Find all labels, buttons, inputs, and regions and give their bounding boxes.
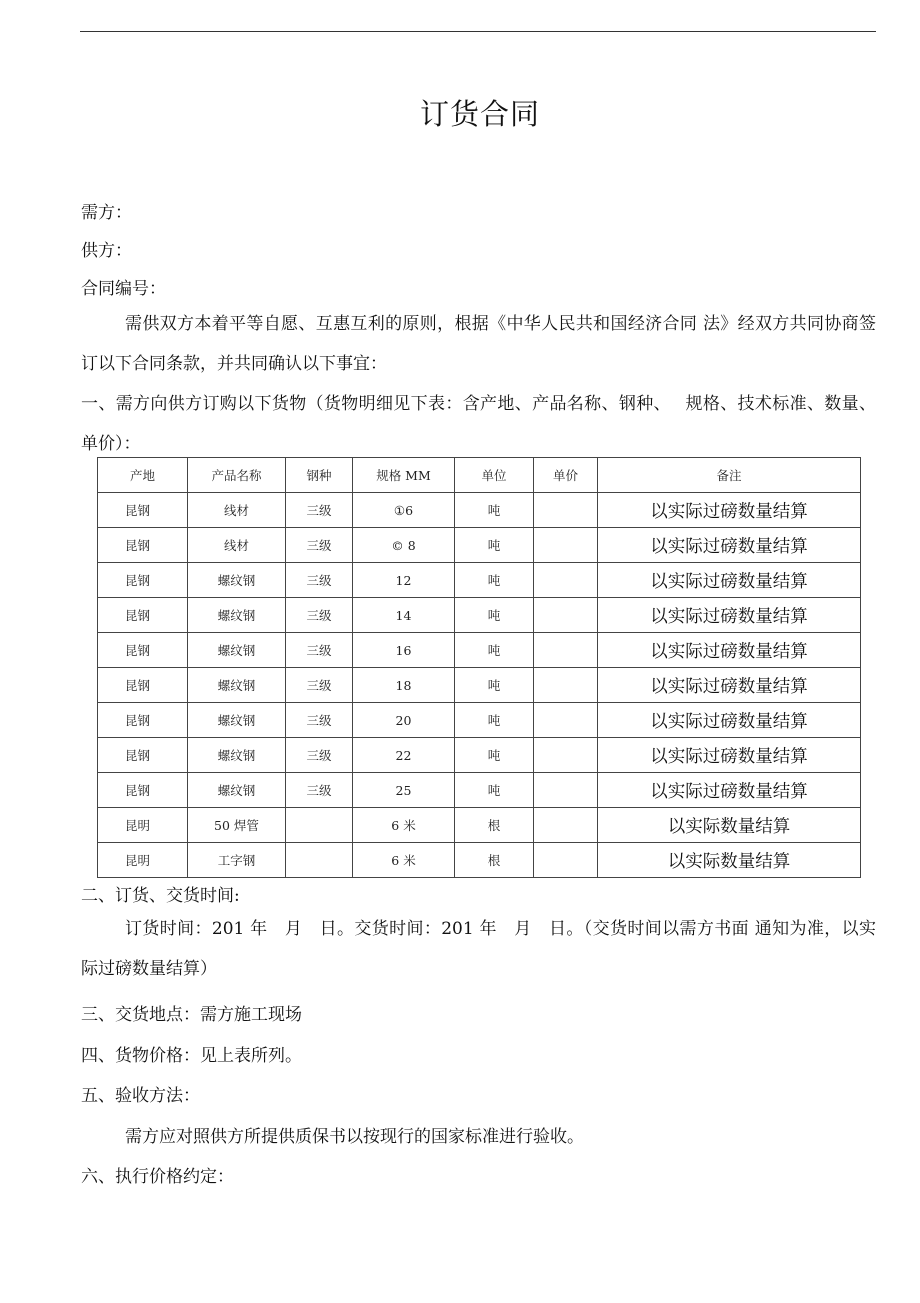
table-row bbox=[98, 773, 861, 808]
cell-product: 工字钢 bbox=[188, 843, 286, 878]
cell-price bbox=[534, 528, 598, 563]
cell-spec: 14 bbox=[353, 598, 455, 633]
cell-spec: 18 bbox=[353, 668, 455, 703]
cell-remark: 以实际过磅数量结算 bbox=[598, 493, 861, 528]
cell-origin: 昆钢 bbox=[98, 668, 188, 703]
cell-unit: 吨 bbox=[455, 493, 534, 528]
cell-unit: 吨 bbox=[455, 598, 534, 633]
clause-5-text: 需方应对照供方所提供质保书以按现行的国家标准进行验收。 bbox=[125, 1127, 584, 1147]
cell-price bbox=[534, 843, 598, 878]
table-header-row bbox=[98, 458, 861, 493]
cell-steel-grade bbox=[286, 808, 353, 843]
cell-product: 螺纹钢 bbox=[188, 598, 286, 633]
cell-origin: 昆钢 bbox=[98, 563, 188, 598]
clause-1: 一、需方向供方订购以下货物（货物明细见下表：含产地、产品名称、钢种、 规格、技术标准、数量、单价）： bbox=[81, 394, 876, 454]
cell-unit: 吨 bbox=[455, 563, 534, 598]
cell-unit: 吨 bbox=[455, 703, 534, 738]
cell-product: 线材 bbox=[188, 493, 286, 528]
cell-remark: 以实际过磅数量结算 bbox=[598, 773, 861, 808]
cell-remark: 以实际过磅数量结算 bbox=[598, 633, 861, 668]
clause-6: 六、执行价格约定： bbox=[81, 1167, 234, 1187]
cell-price bbox=[534, 563, 598, 598]
table-row bbox=[98, 668, 861, 703]
document-title: 订货合同 bbox=[419, 97, 540, 131]
cell-spec: 25 bbox=[353, 773, 455, 808]
cell-steel-grade: 三级 bbox=[286, 773, 353, 808]
cell-remark: 以实际数量结算 bbox=[598, 808, 861, 843]
header-spec: 规格 MM bbox=[353, 458, 455, 493]
cell-product: 螺纹钢 bbox=[188, 563, 286, 598]
cell-steel-grade: 三级 bbox=[286, 598, 353, 633]
header-origin: 产地 bbox=[98, 458, 188, 493]
cell-steel-grade bbox=[286, 843, 353, 878]
cell-steel-grade: 三级 bbox=[286, 703, 353, 738]
cell-price bbox=[534, 493, 598, 528]
table-row bbox=[98, 633, 861, 668]
cell-spec: 22 bbox=[353, 738, 455, 773]
cell-remark: 以实际过磅数量结算 bbox=[598, 598, 861, 633]
header-remark: 备注 bbox=[598, 458, 861, 493]
intro-paragraph: 需供双方本着平等自愿、互惠互利的原则，根据《中华人民共和国经济合同 法》经双方共同协商签订以下合同条款，并共同确认以下事宜： bbox=[81, 314, 876, 374]
cell-price bbox=[534, 668, 598, 703]
cell-unit: 吨 bbox=[455, 773, 534, 808]
cell-remark: 以实际过磅数量结算 bbox=[598, 668, 861, 703]
header-product: 产品名称 bbox=[188, 458, 286, 493]
cell-spec: 6 米 bbox=[353, 808, 455, 843]
header-price: 单价 bbox=[534, 458, 598, 493]
table-row bbox=[98, 738, 861, 773]
cell-origin: 昆钢 bbox=[98, 598, 188, 633]
table-row bbox=[98, 843, 861, 878]
cell-origin: 昆钢 bbox=[98, 738, 188, 773]
cell-price bbox=[534, 703, 598, 738]
cell-remark: 以实际过磅数量结算 bbox=[598, 703, 861, 738]
cell-steel-grade: 三级 bbox=[286, 633, 353, 668]
clause-2-text: 订货时间：201 年 月 日。交货时间：201 年 月 日。（交货时间以需方书面 通知为准，以实际过磅数量结算） bbox=[81, 919, 876, 979]
cell-origin: 昆明 bbox=[98, 843, 188, 878]
goods-table bbox=[97, 457, 861, 878]
cell-unit: 吨 bbox=[455, 633, 534, 668]
cell-remark: 以实际过磅数量结算 bbox=[598, 738, 861, 773]
cell-remark: 以实际数量结算 bbox=[598, 843, 861, 878]
cell-price bbox=[534, 773, 598, 808]
cell-origin: 昆明 bbox=[98, 808, 188, 843]
cell-remark: 以实际过磅数量结算 bbox=[598, 563, 861, 598]
cell-product: 螺纹钢 bbox=[188, 633, 286, 668]
cell-spec: 12 bbox=[353, 563, 455, 598]
supplier-line: 供方： bbox=[81, 241, 132, 261]
cell-unit: 吨 bbox=[455, 668, 534, 703]
cell-unit: 根 bbox=[455, 808, 534, 843]
header-unit: 单位 bbox=[455, 458, 534, 493]
cell-product: 螺纹钢 bbox=[188, 703, 286, 738]
cell-product: 螺纹钢 bbox=[188, 668, 286, 703]
cell-steel-grade: 三级 bbox=[286, 563, 353, 598]
header-rule bbox=[80, 31, 876, 32]
clause-5-heading: 五、验收方法： bbox=[81, 1086, 200, 1106]
cell-product: 线材 bbox=[188, 528, 286, 563]
cell-origin: 昆钢 bbox=[98, 773, 188, 808]
cell-unit: 吨 bbox=[455, 738, 534, 773]
cell-spec: 16 bbox=[353, 633, 455, 668]
table-row bbox=[98, 563, 861, 598]
cell-steel-grade: 三级 bbox=[286, 668, 353, 703]
cell-price bbox=[534, 808, 598, 843]
cell-unit: 吨 bbox=[455, 528, 534, 563]
cell-unit: 根 bbox=[455, 843, 534, 878]
cell-spec: ①6 bbox=[353, 493, 455, 528]
clause-4: 四、货物价格：见上表所列。 bbox=[81, 1046, 302, 1066]
cell-steel-grade: 三级 bbox=[286, 528, 353, 563]
clause-2-heading: 二、订货、交货时间: bbox=[81, 886, 240, 906]
cell-spec: 20 bbox=[353, 703, 455, 738]
cell-spec: © 8 bbox=[353, 528, 455, 563]
table-row bbox=[98, 598, 861, 633]
clause-3: 三、交货地点：需方施工现场 bbox=[81, 1005, 302, 1025]
cell-spec: 6 米 bbox=[353, 843, 455, 878]
cell-steel-grade: 三级 bbox=[286, 493, 353, 528]
cell-product: 50 焊管 bbox=[188, 808, 286, 843]
cell-origin: 昆钢 bbox=[98, 703, 188, 738]
cell-price bbox=[534, 633, 598, 668]
cell-origin: 昆钢 bbox=[98, 633, 188, 668]
buyer-line: 需方： bbox=[81, 203, 132, 223]
cell-product: 螺纹钢 bbox=[188, 773, 286, 808]
cell-remark: 以实际过磅数量结算 bbox=[598, 528, 861, 563]
header-steel-grade: 钢种 bbox=[286, 458, 353, 493]
cell-product: 螺纹钢 bbox=[188, 738, 286, 773]
table-row bbox=[98, 808, 861, 843]
table-row bbox=[98, 703, 861, 738]
table-row bbox=[98, 528, 861, 563]
cell-price bbox=[534, 738, 598, 773]
cell-steel-grade: 三级 bbox=[286, 738, 353, 773]
table-row bbox=[98, 493, 861, 528]
cell-price bbox=[534, 598, 598, 633]
contract-number-line: 合同编号： bbox=[81, 279, 166, 299]
cell-origin: 昆钢 bbox=[98, 493, 188, 528]
cell-origin: 昆钢 bbox=[98, 528, 188, 563]
